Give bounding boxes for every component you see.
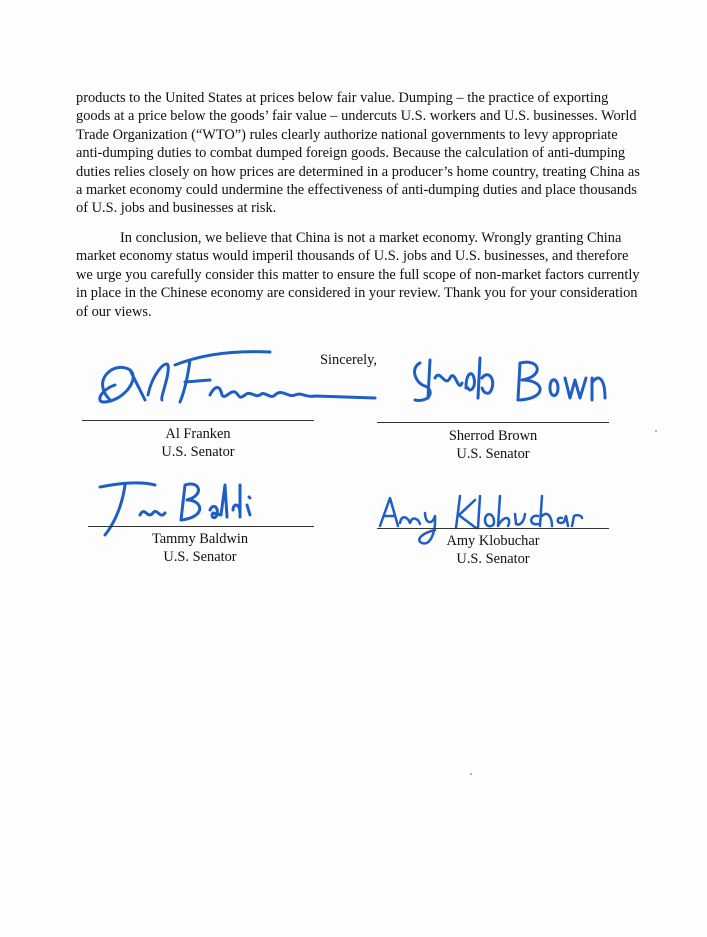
scan-speck: [655, 430, 657, 432]
signatory-name-baldwin: Tammy Baldwin: [151, 531, 249, 547]
signature-al-franken: [70, 340, 380, 420]
signatory-title-franken: U.S. Senator: [161, 444, 235, 460]
scan-speck: [470, 773, 472, 775]
signatory-name-franken: Al Franken: [165, 426, 231, 442]
signatory-name-klobuchar: Amy Klobuchar: [446, 533, 540, 549]
signatory-title-baldwin: U.S. Senator: [163, 549, 237, 565]
signature-line-baldwin: [88, 526, 314, 527]
signature-sherrod-brown: [400, 348, 610, 418]
body-paragraph-1: products to the United States at prices below fair value. Dumping – the practice of exporting goods at a price below the goods’ fair value – undercuts U.S. workers and U.S. businesses. World Trade Organization (“WTO”) rules clearly authorize national governments to levy appropriate anti-dumping duties to combat dumped foreign goods. Because the calculation of anti-dumping duties relies closely on how prices are determined in a producer’s home country, treating China as a market economy could undermine the effectiveness of anti-dumping duties and place thousands of U.S. jobs and businesses at risk.: [76, 90, 640, 217]
body-paragraph-2: In conclusion, we believe that China is not a market economy. Wrongly granting China market economy status would imperil thousands of U.S. jobs and U.S. businesses, and therefore we urge you carefully consider this matter to ensure the full scope of non-market factors currently in place in the Chinese economy are considered in your review. Thank you for your consideration of our views.: [76, 230, 640, 320]
signature-line-brown: [377, 422, 609, 423]
closing-sincerely: Sincerely,: [320, 352, 378, 368]
signature-line-franken: [82, 420, 314, 421]
signature-line-klobuchar: [377, 528, 609, 529]
signatory-title-klobuchar: U.S. Senator: [456, 551, 530, 567]
signatory-title-brown: U.S. Senator: [456, 446, 530, 462]
signatory-name-brown: Sherrod Brown: [448, 428, 538, 444]
